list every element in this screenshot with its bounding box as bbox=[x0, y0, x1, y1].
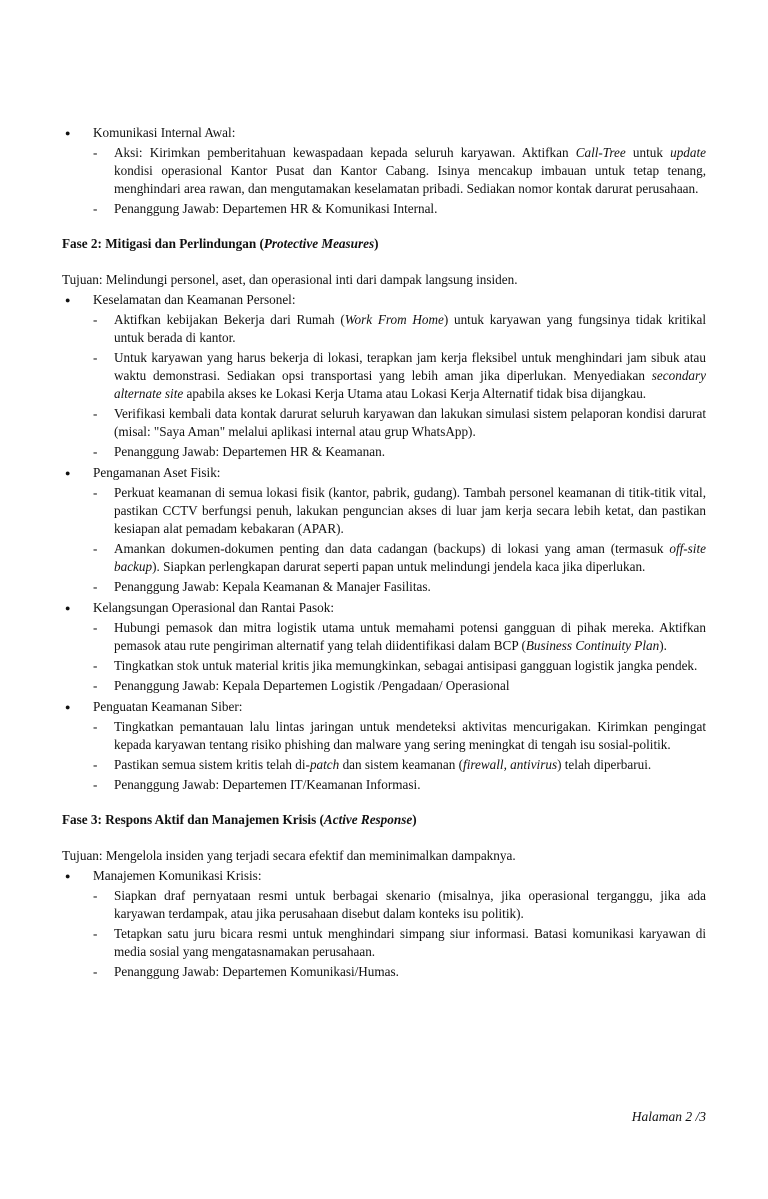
phase-goal: Tujuan: Melindungi personel, aset, dan operasional inti dari dampak langsung insiden. bbox=[62, 272, 518, 287]
sub-item bbox=[62, 776, 706, 794]
text-run: dan sistem keamanan ( bbox=[339, 757, 464, 772]
text-run: Pastikan semua sistem kritis telah di- bbox=[114, 757, 310, 772]
sub-item bbox=[62, 657, 706, 675]
text-run: Tetapkan satu juru bicara resmi untuk menghindari simpang siur informasi. Batasi komunikasi karyawan di media sosial yang mengatasnamakan perusahaan. bbox=[114, 926, 706, 959]
sub-item bbox=[62, 405, 706, 441]
text-run: Untuk karyawan yang harus bekerja di lokasi, terapkan jam kerja fleksibel untuk menghindari jam sibuk atau waktu demonstrasi. Sediakan opsi transportasi yang lebih aman jika diperlukan. Menyediakan bbox=[114, 350, 706, 383]
sub-item bbox=[62, 144, 706, 198]
sub-list bbox=[62, 311, 706, 461]
italic-term: secondary alternate site bbox=[114, 368, 706, 401]
sub-list bbox=[62, 484, 706, 596]
text-run: Tingkatkan pemantauan lalu lintas jaringan untuk mendeteksi aktivitas mencurigakan. Kirimkan pengingat kepada karyawan tentang risiko phishing dan malware yang sering meningkat di tengah isu sosial-politik. bbox=[114, 719, 706, 752]
text-run: Aktifkan kebijakan Bekerja dari Rumah ( bbox=[114, 312, 345, 327]
bullet-title: ● Penguatan Keamanan Siber: bbox=[93, 699, 243, 714]
italic-term: firewall, antivirus bbox=[463, 757, 558, 772]
italic-term: Protective Measures bbox=[263, 236, 375, 251]
bullet-item bbox=[62, 464, 706, 596]
text-run: ). Siapkan perlengkapan darurat seperti papan untuk melindungi jendela kaca jika diperlukan. bbox=[152, 559, 646, 574]
text-run: apabila akses ke Lokasi Kerja Utama atau Lokasi Kerja Alternatif tidak bisa dijangkau. bbox=[183, 386, 647, 401]
phase-section bbox=[62, 811, 706, 981]
sub-item bbox=[62, 718, 706, 754]
bullet-item bbox=[62, 291, 706, 461]
italic-term: Work From Home bbox=[344, 312, 444, 327]
sub-list bbox=[62, 619, 706, 695]
italic-term: patch bbox=[309, 757, 340, 772]
italic-term: Call-Tree bbox=[575, 145, 626, 160]
phase-heading bbox=[62, 235, 706, 253]
text-run: Fase 2: Mitigasi dan Perlindungan ( bbox=[62, 236, 264, 251]
text-run: Verifikasi kembali data kontak darurat seluruh karyawan dan lakukan simulasi sistem pelaporan kondisi darurat (misal: "Saya Aman" melalui aplikasi internal atau grup WhatsApp). bbox=[114, 406, 706, 439]
sub-item bbox=[62, 349, 706, 403]
text-run: untuk bbox=[625, 145, 671, 160]
text-run: ) bbox=[374, 236, 379, 251]
text-run: Amankan dokumen-dokumen penting dan data cadangan (backups) di lokasi yang aman (termasuk bbox=[114, 541, 670, 556]
sub-list bbox=[62, 887, 706, 981]
italic-term: Active Response bbox=[323, 812, 413, 827]
bullet-title: ● Keselamatan dan Keamanan Personel: bbox=[93, 292, 296, 307]
sub-item bbox=[62, 200, 706, 218]
text-run: Aksi: Kirimkan pemberitahuan kewaspadaan kepada seluruh karyawan. Aktifkan bbox=[114, 145, 576, 160]
page-number: Halaman 2 /3 bbox=[631, 1109, 706, 1124]
sub-item bbox=[62, 311, 706, 347]
bullet-item bbox=[62, 867, 706, 981]
text-run: Penanggung Jawab: Departemen HR & Komunikasi Internal. bbox=[114, 201, 438, 216]
italic-term: update bbox=[670, 145, 706, 160]
text-run: Penanggung Jawab: Departemen IT/Keamanan Informasi. bbox=[114, 777, 421, 792]
text-run: Penanggung Jawab: Departemen HR & Keamanan. bbox=[114, 444, 385, 459]
text-run: Penanggung Jawab: Kepala Keamanan & Manajer Fasilitas. bbox=[114, 579, 431, 594]
sub-item bbox=[62, 677, 706, 695]
bullet-title: ● Pengamanan Aset Fisik: bbox=[93, 465, 221, 480]
text-run: kondisi operasional Kantor Pusat dan Kantor Cabang. Isinya mencakup imbauan untuk tetap tenang, menghindari area rawan, dan mengutamakan keselamatan pribadi. Sediakan nomor kontak darurat perusahaan. bbox=[114, 163, 706, 196]
text-run: Penanggung Jawab: Departemen Komunikasi/Humas. bbox=[114, 964, 399, 979]
sub-item bbox=[62, 963, 706, 981]
text-run: ) telah diperbarui. bbox=[557, 757, 652, 772]
sub-item bbox=[62, 887, 706, 923]
text-run: ) bbox=[412, 812, 417, 827]
sub-item bbox=[62, 578, 706, 596]
sub-item bbox=[62, 484, 706, 538]
text-run: Siapkan draf pernyataan resmi untuk berbagai skenario (misalnya, jika operasional terganggu, jika ada karyawan terdampak, atau jika perusahaan disebut dalam konteks isu politik). bbox=[114, 888, 706, 921]
bullet-item bbox=[62, 698, 706, 794]
phase-goal: Tujuan: Mengelola insiden yang terjadi secara efektif dan meminimalkan dampaknya. bbox=[62, 848, 516, 863]
bullet-title: ● Kelangsungan Operasional dan Rantai Pasok: bbox=[93, 600, 334, 615]
italic-term: off-site backup bbox=[114, 541, 706, 574]
bullet-section bbox=[62, 124, 706, 218]
text-run: Tingkatkan stok untuk material kritis jika memungkinkan, sebagai antisipasi gangguan logistik jangka pendek. bbox=[114, 658, 698, 673]
sub-item bbox=[62, 925, 706, 961]
text-run: Fase 3: Respons Aktif dan Manajemen Krisis ( bbox=[62, 812, 324, 827]
sub-item bbox=[62, 619, 706, 655]
text-run: ) untuk karyawan yang fungsinya tidak kritikal untuk berada di kantor. bbox=[114, 312, 706, 345]
document-body bbox=[62, 124, 706, 983]
sub-list bbox=[62, 144, 706, 218]
bullet-item bbox=[62, 124, 706, 218]
sub-item bbox=[62, 443, 706, 461]
text-run: Penanggung Jawab: Kepala Departemen Logistik /Pengadaan/ Operasional bbox=[114, 678, 510, 693]
bullet-title: ● Komunikasi Internal Awal: bbox=[93, 125, 236, 140]
sub-item bbox=[62, 540, 706, 576]
bullet-item bbox=[62, 599, 706, 695]
phase-section bbox=[62, 235, 706, 794]
text-run: Hubungi pemasok dan mitra logistik utama untuk memahami potensi gangguan di pihak mereka. Aktifkan pemasok atau rute pengiriman alternatif yang telah diidentifikasi dalam BCP ( bbox=[114, 620, 706, 653]
text-run: Perkuat keamanan di semua lokasi fisik (kantor, pabrik, gudang). Tambah personel keamanan di titik-titik vital, pastikan CCTV berfungsi penuh, lakukan penguncian akses di luar jam kerja secara lebih ketat, dan pastikan kesiapan alat pemadam kebakaran (APAR). bbox=[114, 485, 706, 536]
text-run: ). bbox=[659, 638, 667, 653]
bullet-title: ● Manajemen Komunikasi Krisis: bbox=[93, 868, 262, 883]
sub-list bbox=[62, 718, 706, 794]
sub-item bbox=[62, 756, 706, 774]
italic-term: Business Continuity Plan bbox=[525, 638, 660, 653]
phase-heading bbox=[62, 811, 706, 829]
